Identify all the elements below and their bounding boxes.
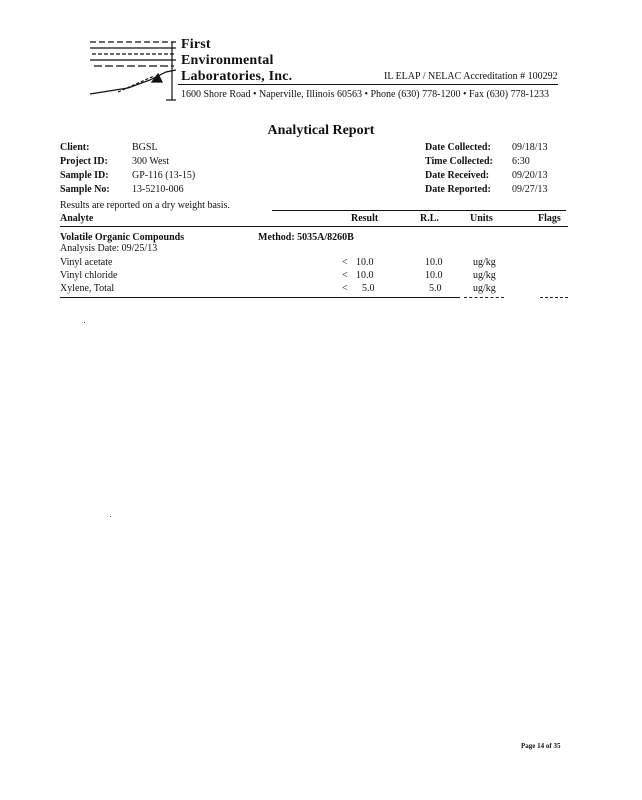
date-collected-value: 09/18/13 — [512, 142, 548, 153]
table-row-units: ug/kg — [473, 257, 496, 268]
company-name-line-1: First — [181, 37, 211, 52]
table-row-rl: 10.0 — [425, 270, 443, 281]
table-row-rl: 10.0 — [425, 257, 443, 268]
section-name: Volatile Organic Compounds — [60, 232, 185, 243]
analysis-date: Analysis Date: 09/25/13 — [60, 243, 158, 254]
lab-address: 1600 Shore Road • Naperville, Illinois 60563 • Phone (630) 778-1200 • Fax (630) 778-1233 — [181, 89, 549, 100]
sample-id-value: GP-116 (13-15) — [132, 170, 196, 181]
table-row-rl: 5.0 — [429, 283, 442, 294]
date-reported-value: 09/27/13 — [512, 184, 548, 195]
accreditation: IL ELAP / NELAC Accreditation # 100292 — [384, 71, 558, 82]
col-header-analyte: Analyte — [60, 213, 94, 224]
date-received-label: Date Received: — [425, 170, 490, 181]
project-id-label: Project ID: — [60, 156, 108, 167]
sample-no-label: Sample No: — [60, 184, 110, 195]
date-reported-label: Date Reported: — [425, 184, 491, 195]
table-top-rule — [272, 210, 566, 211]
scan-speck — [110, 516, 111, 517]
table-row-lt: < — [342, 257, 348, 268]
table-row-units: ug/kg — [473, 270, 496, 281]
table-row-result: 10.0 — [356, 270, 374, 281]
table-row-result: 5.0 — [362, 283, 375, 294]
table-header-rule — [60, 226, 568, 227]
method: Method: 5035A/8260B — [258, 232, 354, 243]
table-row-lt: < — [342, 283, 348, 294]
table-row-result: 10.0 — [356, 257, 374, 268]
sample-id-label: Sample ID: — [60, 170, 109, 181]
dry-weight-note: Results are reported on a dry weight basis. — [60, 200, 230, 211]
col-header-units: Units — [470, 213, 493, 224]
table-bottom-rule — [60, 297, 460, 298]
table-row-analyte: Vinyl acetate — [60, 257, 113, 268]
company-name-line-2: Environmental — [181, 53, 274, 68]
header-rule — [178, 84, 558, 85]
client-value: BGSL — [132, 142, 158, 153]
date-received-value: 09/20/13 — [512, 170, 548, 181]
table-row-units: ug/kg — [473, 283, 496, 294]
table-bottom-rule-dashed — [540, 297, 568, 298]
project-id-value: 300 West — [132, 156, 170, 167]
col-header-flags: Flags — [538, 213, 561, 224]
date-collected-label: Date Collected: — [425, 142, 491, 153]
col-header-result: Result — [351, 213, 379, 224]
report-title: Analytical Report — [267, 123, 375, 138]
client-label: Client: — [60, 142, 90, 153]
sample-no-value: 13-5210-006 — [132, 184, 184, 195]
table-bottom-rule-dashed — [464, 297, 504, 298]
scan-speck — [84, 322, 85, 323]
table-row-lt: < — [342, 270, 348, 281]
time-collected-label: Time Collected: — [425, 156, 493, 167]
col-header-rl: R.L. — [420, 213, 439, 224]
table-row-analyte: Vinyl chloride — [60, 270, 118, 281]
table-row-analyte: Xylene, Total — [60, 283, 115, 294]
time-collected-value: 6:30 — [512, 156, 530, 167]
company-logo — [88, 36, 178, 106]
page-number: Page 14 of 35 — [521, 742, 561, 750]
company-name-line-3: Laboratories, Inc. — [181, 69, 293, 84]
